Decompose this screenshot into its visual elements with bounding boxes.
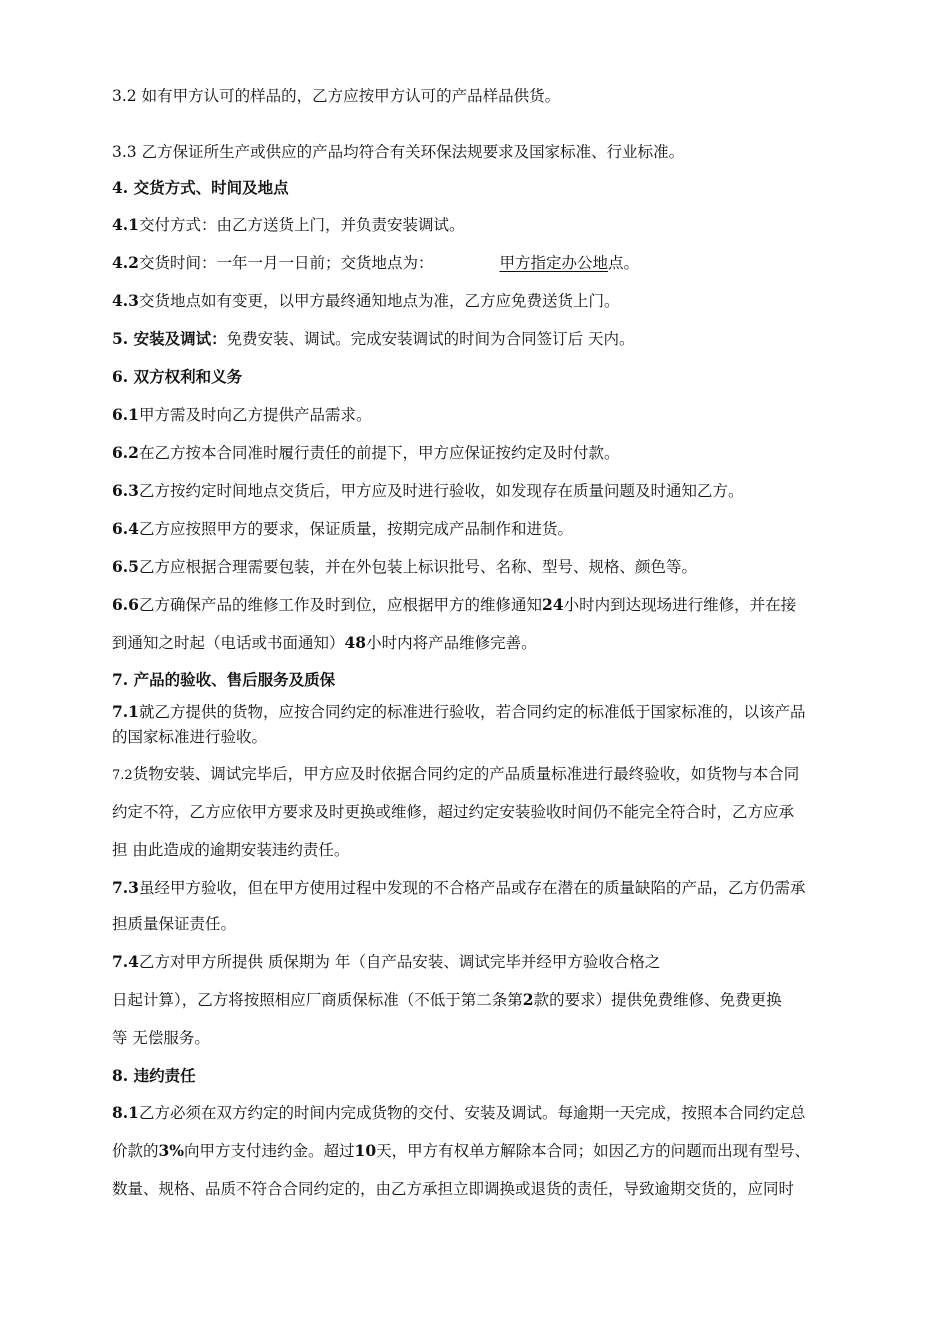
clause-text: 乙方确保产品的维修工作及时到位，应根据甲方的维修通知 (138, 596, 542, 614)
clause-text: 虽经甲方验收，但在甲方使用过程中发现的不合格产品或存在潜在的质量缺陷的产品，乙方仍需承 (138, 879, 806, 897)
clause-number: 7.4 (112, 952, 139, 971)
clause-4-2 (112, 253, 882, 273)
clause-7-4-line-3: 等 无偿服务。 (112, 1029, 210, 1047)
section-heading: 5. 安装及调试： (112, 329, 227, 348)
clause-6-2 (112, 443, 882, 463)
section-heading-5 (112, 329, 882, 349)
clause-3-2 (112, 86, 882, 106)
delivery-location: 甲方指定办公地 (499, 254, 608, 272)
clause-text: 乙方保证所生产或供应的产品均符合有关环保法规要求及国家标准、行业标准。 (141, 143, 685, 161)
clause-number: 7.2 (112, 768, 133, 783)
clause-7-2-line-2: 约定不符，乙方应依甲方要求及时更换或维修，超过约定安装验收时间仍不能完全符合时，乙方应承 (112, 803, 795, 821)
clause-text: 乙方按约定时间地点交货后，甲方应及时进行验收，如发现存在质量问题及时通知乙方。 (138, 482, 744, 500)
days-value: 10 (354, 1141, 377, 1160)
clause-text: 如有甲方认可的样品的，乙方应按甲方认可的产品样品供货。 (141, 87, 561, 105)
clause-6-6-line-1 (112, 595, 882, 615)
clause-7-1-line-2: 的国家标准进行验收。 (112, 728, 268, 746)
clause-4-3 (112, 291, 882, 311)
section-heading-8: 8. 违约责任 (112, 1066, 196, 1085)
clause-8-1-line-2 (112, 1141, 882, 1161)
clause-text: 到通知之时起（电话或书面通知） (112, 634, 345, 652)
clause-6-1 (112, 405, 882, 425)
clause-text: 乙方对甲方所提供 质保期为 年（自产品安装、调试完毕并经甲方验收合格之 (138, 953, 661, 971)
clause-number: 7.1 (112, 702, 139, 721)
clause-6-3 (112, 481, 882, 501)
clause-number: 6.4 (112, 519, 139, 538)
clause-6-5 (112, 557, 882, 577)
clause-text: 在乙方按本合同准时履行责任的前提下，甲方应保证按约定及时付款。 (138, 444, 620, 462)
clause-7-2-line-1 (112, 764, 882, 786)
hours-value: 24 (541, 595, 564, 614)
clause-text: 乙方必须在双方约定的时间内完成货物的交付、安装及调试。每逾期一天完成，按照本合同约定总 (138, 1104, 806, 1122)
clause-ref-number: 2 (522, 990, 534, 1009)
clause-number: 7.3 (112, 878, 139, 897)
clause-text: 交付方式：由乙方送货上门，并负责安装调试。 (138, 216, 465, 234)
section-heading-7: 7. 产品的验收、售后服务及质保 (112, 670, 336, 689)
clause-6-6-line-2 (112, 633, 882, 653)
clause-text: 小时内将产品维修完善。 (366, 634, 537, 652)
clause-4-1 (112, 215, 882, 235)
clause-text: 交货时间：一年一月一日前；交货地点为： (138, 254, 434, 272)
clause-text-end: 点。 (608, 254, 640, 272)
clause-number: 3.3 (112, 143, 137, 161)
clause-text: 天，甲方有权单方解除本合同；如因乙方的问题而出现有型号、 (376, 1142, 811, 1160)
clause-text: 乙方应按照甲方的要求，保证质量，按期完成产品制作和进货。 (138, 520, 573, 538)
clause-text: 款的要求）提供免费维修、免费更换 (533, 991, 782, 1009)
clause-text: 价款的 (112, 1142, 159, 1160)
clause-7-4-line-1 (112, 952, 882, 972)
clause-text: 向甲方支付违约金。超过 (184, 1142, 355, 1160)
penalty-rate: 3% (158, 1141, 185, 1160)
clause-7-1-line-1 (112, 702, 882, 722)
clause-number: 8.1 (112, 1103, 139, 1122)
clause-number: 6.3 (112, 481, 139, 500)
clause-number: 6.5 (112, 557, 139, 576)
clause-3-3 (112, 142, 882, 162)
clause-6-4 (112, 519, 882, 539)
section-heading-6: 6. 双方权利和义务 (112, 367, 243, 386)
clause-number: 6.6 (112, 595, 139, 614)
clause-8-1-line-1 (112, 1103, 882, 1123)
clause-8-1-line-3: 数量、规格、品质不符合合同约定的，由乙方承担立即调换或退货的责任，导致逾期交货的，应同时 (112, 1180, 795, 1198)
clause-7-3-line-2: 担质量保证责任。 (112, 915, 237, 933)
clause-number: 4.2 (112, 253, 139, 272)
clause-7-2-line-3: 担 由此造成的逾期安装违约责任。 (112, 841, 350, 859)
clause-text: 货物安装、调试完毕后，甲方应及时依据合同约定的产品质量标准进行最终验收，如货物与本合同 (132, 765, 800, 783)
clause-text: 小时内到达现场进行维修，并在接 (563, 596, 797, 614)
clause-number: 4.1 (112, 215, 139, 234)
clause-text: 甲方需及时向乙方提供产品需求。 (138, 406, 372, 424)
clause-text: 交货地点如有变更，以甲方最终通知地点为准，乙方应免费送货上门。 (138, 292, 620, 310)
clause-text: 乙方应根据合理需要包装，并在外包装上标识批号、名称、型号、规格、颜色等。 (138, 558, 697, 576)
clause-text: 就乙方提供的货物，应按合同约定的标准进行验收，若合同约定的标准低于国家标准的，以该产品 (138, 703, 806, 721)
clause-number: 6.1 (112, 405, 139, 424)
hours-value: 48 (344, 633, 367, 652)
clause-number: 4.3 (112, 291, 139, 310)
clause-number: 6.2 (112, 443, 139, 462)
clause-number: 3.2 (112, 87, 137, 105)
clause-text: 日起计算），乙方将按照相应厂商质保标准（不低于第二条第 (112, 991, 523, 1009)
clause-7-3-line-1 (112, 878, 882, 898)
clause-text: 免费安装、调试。完成安装调试的时间为合同签订后 天内。 (226, 330, 635, 348)
section-heading-4: 4. 交货方式、时间及地点 (112, 178, 289, 197)
clause-7-4-line-2 (112, 990, 882, 1010)
